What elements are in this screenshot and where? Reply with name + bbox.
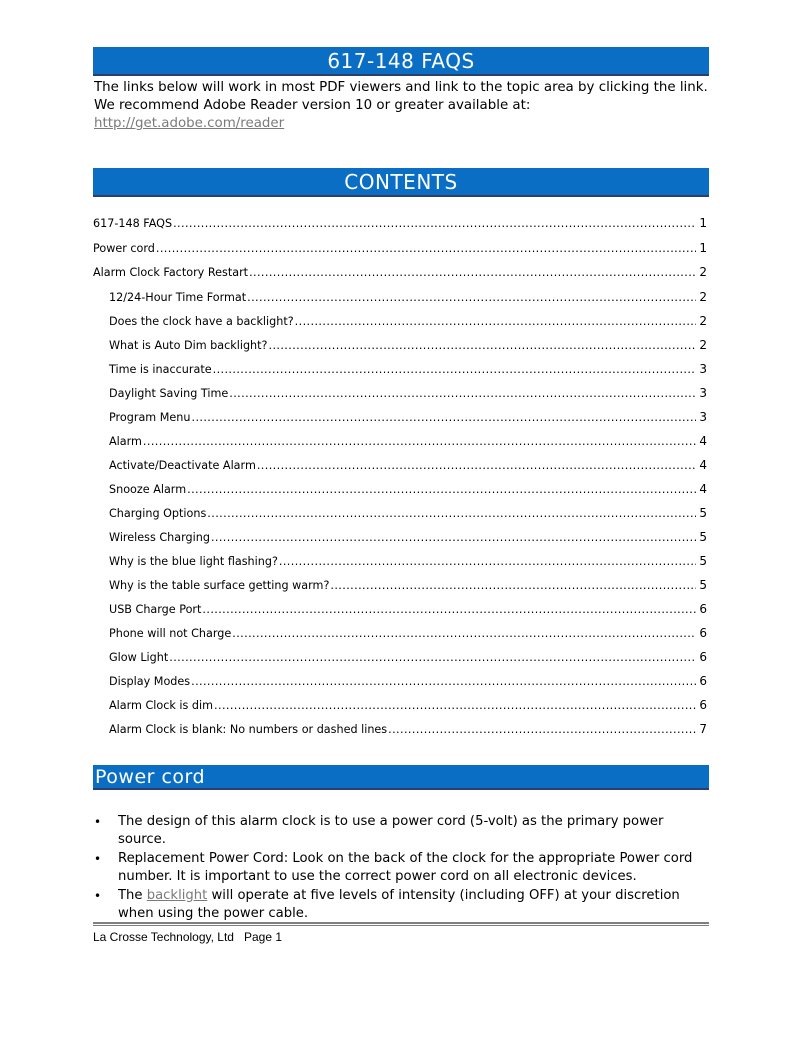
toc-entry-page-number: 6 — [699, 649, 707, 664]
toc-entry-page-number: 6 — [699, 625, 707, 640]
toc-dot-leader — [207, 507, 696, 520]
toc-entry[interactable] — [93, 241, 709, 266]
toc-entry-title: Charging Options — [109, 506, 207, 520]
toc-entry-title: 12/24-Hour Time Format — [109, 290, 247, 304]
contents-banner — [93, 168, 709, 197]
toc-entry[interactable] — [93, 650, 709, 674]
intro-text: The links below will work in most PDF viewers and link to the topic area by clicking the link. We recommend Adobe Reader version 10 or greater available at: — [94, 80, 708, 113]
toc-entry-title: Alarm Clock is dim — [109, 698, 214, 712]
bullet-text-after: will operate at five levels of intensity (including OFF) at your discretion when using the power cable. — [118, 887, 680, 921]
power-cord-bullet-list — [93, 813, 709, 923]
toc-entry-page-number: 6 — [699, 673, 707, 688]
toc-dot-leader — [279, 555, 696, 568]
toc-dot-leader — [330, 579, 696, 592]
toc-entry[interactable] — [93, 216, 709, 241]
toc-entry[interactable] — [93, 386, 709, 410]
toc-dot-leader — [214, 699, 696, 712]
toc-entry[interactable] — [93, 698, 709, 722]
toc-dot-leader — [232, 627, 696, 640]
toc-entry[interactable] — [93, 722, 709, 746]
toc-entry-page-number: 2 — [699, 265, 707, 279]
toc-dot-leader — [213, 363, 697, 376]
bullet-text: Replacement Power Cord: Look on the back of the clock for the appropriate Power cord number. It is important to use the correct power cord on all electronic devices. — [118, 850, 693, 884]
toc-entry[interactable] — [93, 626, 709, 650]
toc-entry-title: Power cord — [93, 241, 155, 255]
toc-entry-page-number: 3 — [699, 361, 707, 376]
toc-dot-leader — [156, 242, 696, 255]
toc-entry-page-number: 5 — [699, 529, 707, 544]
toc-dot-leader — [169, 651, 696, 664]
toc-entry[interactable] — [93, 314, 709, 338]
list-item — [93, 887, 709, 923]
toc-entry-page-number: 3 — [699, 385, 707, 400]
bullet-icon: • — [94, 851, 102, 866]
bullet-icon: • — [94, 888, 102, 903]
toc-dot-leader — [143, 435, 696, 448]
bullet-text: The design of this alarm clock is to use a power cord (5-volt) as the primary power source. — [118, 813, 664, 847]
toc-entry-page-number: 4 — [699, 481, 707, 496]
list-item — [93, 850, 709, 886]
document-page — [93, 47, 709, 924]
toc-entry[interactable] — [93, 290, 709, 314]
power-cord-banner — [93, 765, 709, 790]
bullet-icon: • — [94, 814, 102, 829]
toc-entry[interactable] — [93, 578, 709, 602]
page-footer: La Crosse Technology, Ltd Page 1 — [93, 930, 283, 944]
toc-entry-page-number: 6 — [699, 697, 707, 712]
footer-divider — [93, 922, 709, 926]
toc-dot-leader — [295, 315, 697, 328]
toc-dot-leader — [211, 531, 696, 544]
toc-dot-leader — [202, 603, 696, 616]
toc-entry[interactable] — [93, 530, 709, 554]
page-title: 617-148 FAQS — [327, 49, 475, 73]
toc-entry[interactable] — [93, 410, 709, 434]
toc-entry[interactable] — [93, 458, 709, 482]
toc-entry-title: Wireless Charging — [109, 530, 210, 544]
list-item — [93, 813, 709, 849]
intro-paragraph — [94, 79, 709, 133]
toc-entry-page-number: 6 — [699, 601, 707, 616]
toc-dot-leader — [173, 217, 696, 230]
toc-entry-title: Phone will not Charge — [109, 626, 232, 640]
toc-entry[interactable] — [93, 482, 709, 506]
toc-entry-page-number: 4 — [699, 457, 707, 472]
toc-entry-title: USB Charge Port — [109, 602, 202, 616]
toc-entry-title: Time is inaccurate — [109, 362, 212, 376]
toc-entry-title: Why is the blue light flashing? — [109, 554, 278, 568]
toc-dot-leader — [229, 387, 696, 400]
toc-entry-page-number: 1 — [699, 216, 707, 230]
toc-entry-title: Alarm Clock is blank: No numbers or dashed lines — [109, 722, 388, 736]
toc-dot-leader — [191, 675, 696, 688]
toc-entry-title: Alarm — [109, 434, 142, 448]
power-cord-heading: Power cord — [95, 765, 206, 788]
toc-entry[interactable] — [93, 674, 709, 698]
toc-entry[interactable] — [93, 338, 709, 362]
toc-entry-title: Why is the table surface getting warm? — [109, 578, 330, 592]
toc-entry-title: What is Auto Dim backlight? — [109, 338, 268, 352]
toc-entry-title: Does the clock have a backlight? — [109, 314, 294, 328]
toc-entry-page-number: 2 — [699, 313, 707, 328]
toc-dot-leader — [257, 459, 697, 472]
toc-dot-leader — [247, 291, 696, 304]
toc-entry-title: Glow Light — [109, 650, 169, 664]
toc-entry-page-number: 2 — [699, 289, 707, 304]
bullet-text-before: The — [118, 887, 147, 903]
toc-dot-leader — [268, 339, 696, 352]
toc-entry[interactable] — [93, 506, 709, 530]
toc-entry-page-number: 2 — [699, 337, 707, 352]
toc-entry[interactable] — [93, 554, 709, 578]
toc-entry-page-number: 1 — [699, 240, 707, 255]
toc-entry-title: Daylight Saving Time — [109, 386, 229, 400]
toc-entry-title: Snooze Alarm — [109, 482, 187, 496]
toc-entry-page-number: 7 — [699, 721, 707, 736]
backlight-link[interactable]: backlight — [146, 887, 208, 903]
toc-entry-page-number: 5 — [699, 505, 707, 520]
toc-entry-title: Display Modes — [109, 674, 191, 688]
toc-dot-leader — [187, 483, 696, 496]
toc-entry[interactable] — [93, 434, 709, 458]
toc-entry-title: Alarm Clock Factory Restart — [93, 266, 249, 279]
toc-entry-title: Program Menu — [109, 410, 191, 424]
toc-entry-title: Activate/Deactivate Alarm — [109, 458, 256, 472]
toc-dot-leader — [249, 266, 696, 279]
toc-entry[interactable] — [93, 265, 709, 290]
toc-entry-page-number: 5 — [699, 553, 707, 568]
toc-entry[interactable] — [93, 602, 709, 626]
adobe-reader-link[interactable]: http://get.adobe.com/reader — [94, 116, 285, 131]
page-title-banner — [93, 47, 709, 76]
toc-dot-leader — [388, 723, 696, 736]
table-of-contents — [93, 216, 709, 746]
toc-dot-leader — [191, 411, 696, 424]
contents-title: CONTENTS — [344, 170, 458, 194]
toc-entry-page-number: 3 — [699, 409, 707, 424]
toc-entry[interactable] — [93, 362, 709, 386]
toc-entry-page-number: 4 — [699, 433, 707, 448]
toc-entry-title: 617-148 FAQS — [93, 217, 173, 230]
toc-entry-page-number: 5 — [699, 577, 707, 592]
